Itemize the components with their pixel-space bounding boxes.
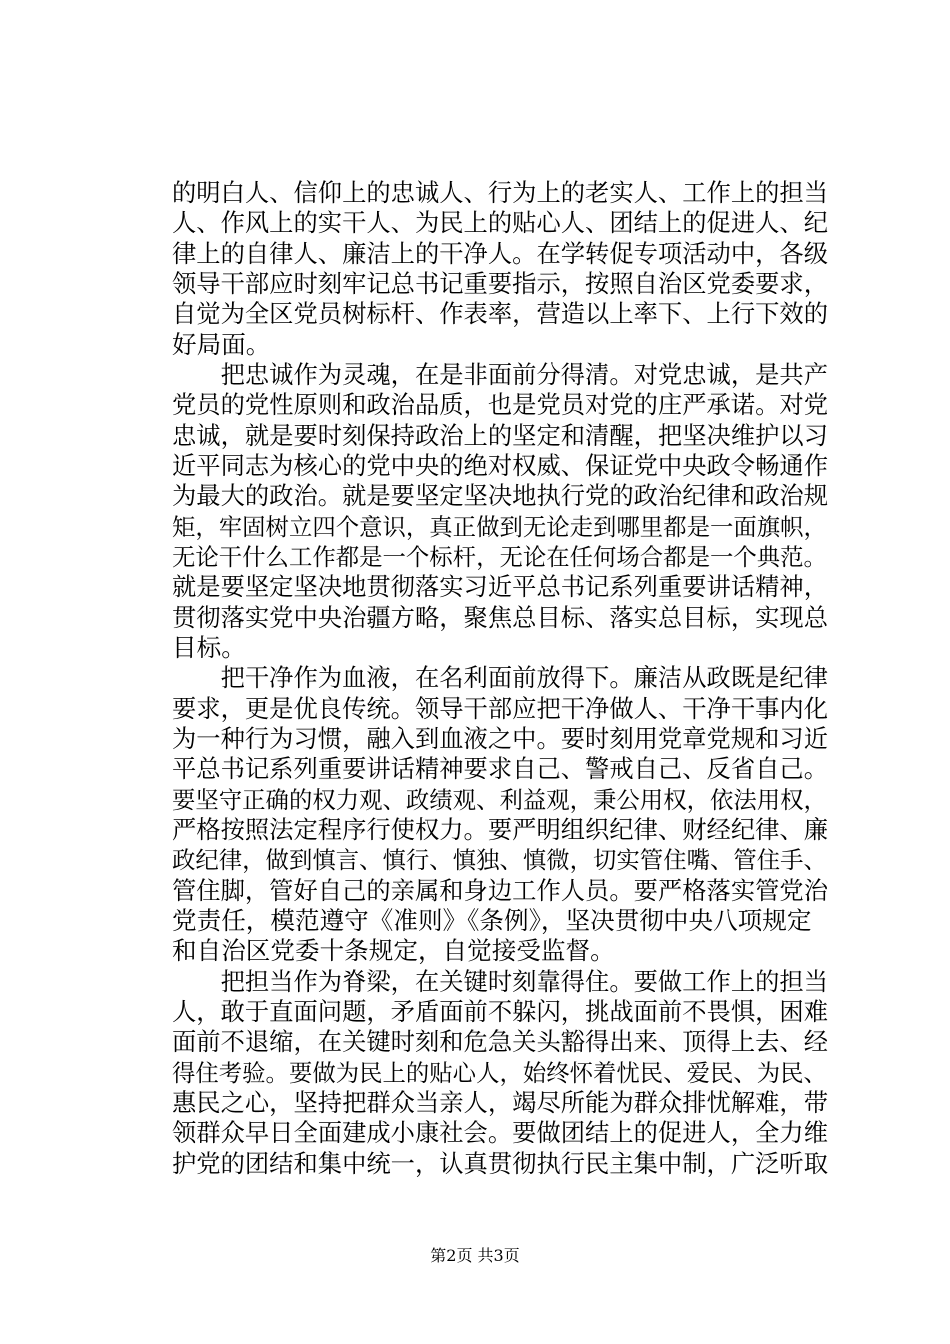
text-line: 忠诚，就是要时刻保持政治上的坚定和清醒，把坚决维护以习 bbox=[172, 420, 829, 450]
text-line: 为最大的政治。就是要坚定坚决地执行党的政治纪律和政治规 bbox=[172, 481, 829, 511]
text-line: 律上的自律人、廉洁上的干净人。在学转促专项活动中，各级 bbox=[172, 238, 829, 268]
text-line: 要求，更是优良传统。领导干部应把干净做人、干净干事内化 bbox=[172, 693, 829, 723]
text-line: 惠民之心，坚持把群众当亲人，竭尽所能为群众排忧解难，带 bbox=[172, 1087, 829, 1117]
text-line: 把干净作为血液，在名利面前放得下。廉洁从政既是纪律 bbox=[172, 663, 829, 693]
text-line: 领群众早日全面建成小康社会。要做团结上的促进人，全力维 bbox=[172, 1118, 829, 1148]
text-line: 严格按照法定程序行使权力。要严明组织纪律、财经纪律、廉 bbox=[172, 814, 829, 844]
text-line: 为一种行为习惯，融入到血液之中。要时刻用党章党规和习近 bbox=[172, 723, 829, 753]
text-line: 无论干什么工作都是一个标杆，无论在任何场合都是一个典范。 bbox=[172, 542, 827, 571]
text-line: 党员的党性原则和政治品质，也是党员对党的庄严承诺。对党 bbox=[172, 390, 829, 420]
text-line: 得住考验。要做为民上的贴心人，始终怀着忧民、爱民、为民、 bbox=[172, 1058, 827, 1087]
text-line: 贯彻落实党中央治疆方略，聚焦总目标、落实总目标，实现总 bbox=[172, 602, 829, 632]
text-line: 政纪律，做到慎言、慎行、慎独、慎微，切实管住嘴、管住手、 bbox=[172, 846, 827, 875]
text-line: 好局面。 bbox=[172, 329, 271, 359]
page-footer: 第2页 共3页 bbox=[430, 1246, 520, 1265]
text-line: 把担当作为脊梁，在关键时刻靠得住。要做工作上的担当 bbox=[172, 966, 829, 996]
text-line: 就是要坚定坚决地贯彻落实习近平总书记系列重要讲话精神， bbox=[172, 572, 829, 602]
text-line: 的明白人、信仰上的忠诚人、行为上的老实人、工作上的担当 bbox=[172, 178, 829, 207]
text-line: 领导干部应时刻牢记总书记重要指示，按照自治区党委要求， bbox=[172, 268, 829, 298]
text-line: 和自治区党委十条规定，自觉接受监督。 bbox=[172, 936, 615, 966]
text-line: 管住脚，管好自己的亲属和身边工作人员。要严格落实管党治 bbox=[172, 875, 829, 905]
text-line: 面前不退缩，在关键时刻和危急关头豁得出来、顶得上去、经 bbox=[172, 1027, 829, 1057]
text-line: 平总书记系列重要讲话精神要求自己、警戒自己、反省自己。 bbox=[172, 754, 829, 784]
text-line: 党责任，模范遵守《准则》《条例》，坚决贯彻中央八项规定 bbox=[172, 905, 812, 935]
text-line: 目标。 bbox=[172, 632, 246, 662]
text-line: 人、作风上的实干人、为民上的贴心人、团结上的促进人、纪 bbox=[172, 208, 829, 238]
text-line: 要坚守正确的权力观、政绩观、利益观，秉公用权，依法用权， bbox=[172, 785, 827, 814]
text-line: 自觉为全区党员树标杆、作表率，营造以上率下、上行下效的 bbox=[172, 299, 829, 329]
text-line: 人，敢于直面问题，矛盾面前不躲闪，挑战面前不畏惧，困难 bbox=[172, 996, 829, 1026]
text-line: 矩，牢固树立四个意识，真正做到无论走到哪里都是一面旗帜， bbox=[172, 512, 827, 541]
text-line: 近平同志为核心的党中央的绝对权威、保证党中央政令畅通作 bbox=[172, 450, 829, 480]
text-line: 把忠诚作为灵魂，在是非面前分得清。对党忠诚，是共产 bbox=[172, 359, 829, 389]
text-line: 护党的团结和集中统一，认真贯彻执行民主集中制，广泛听取 bbox=[172, 1148, 829, 1178]
